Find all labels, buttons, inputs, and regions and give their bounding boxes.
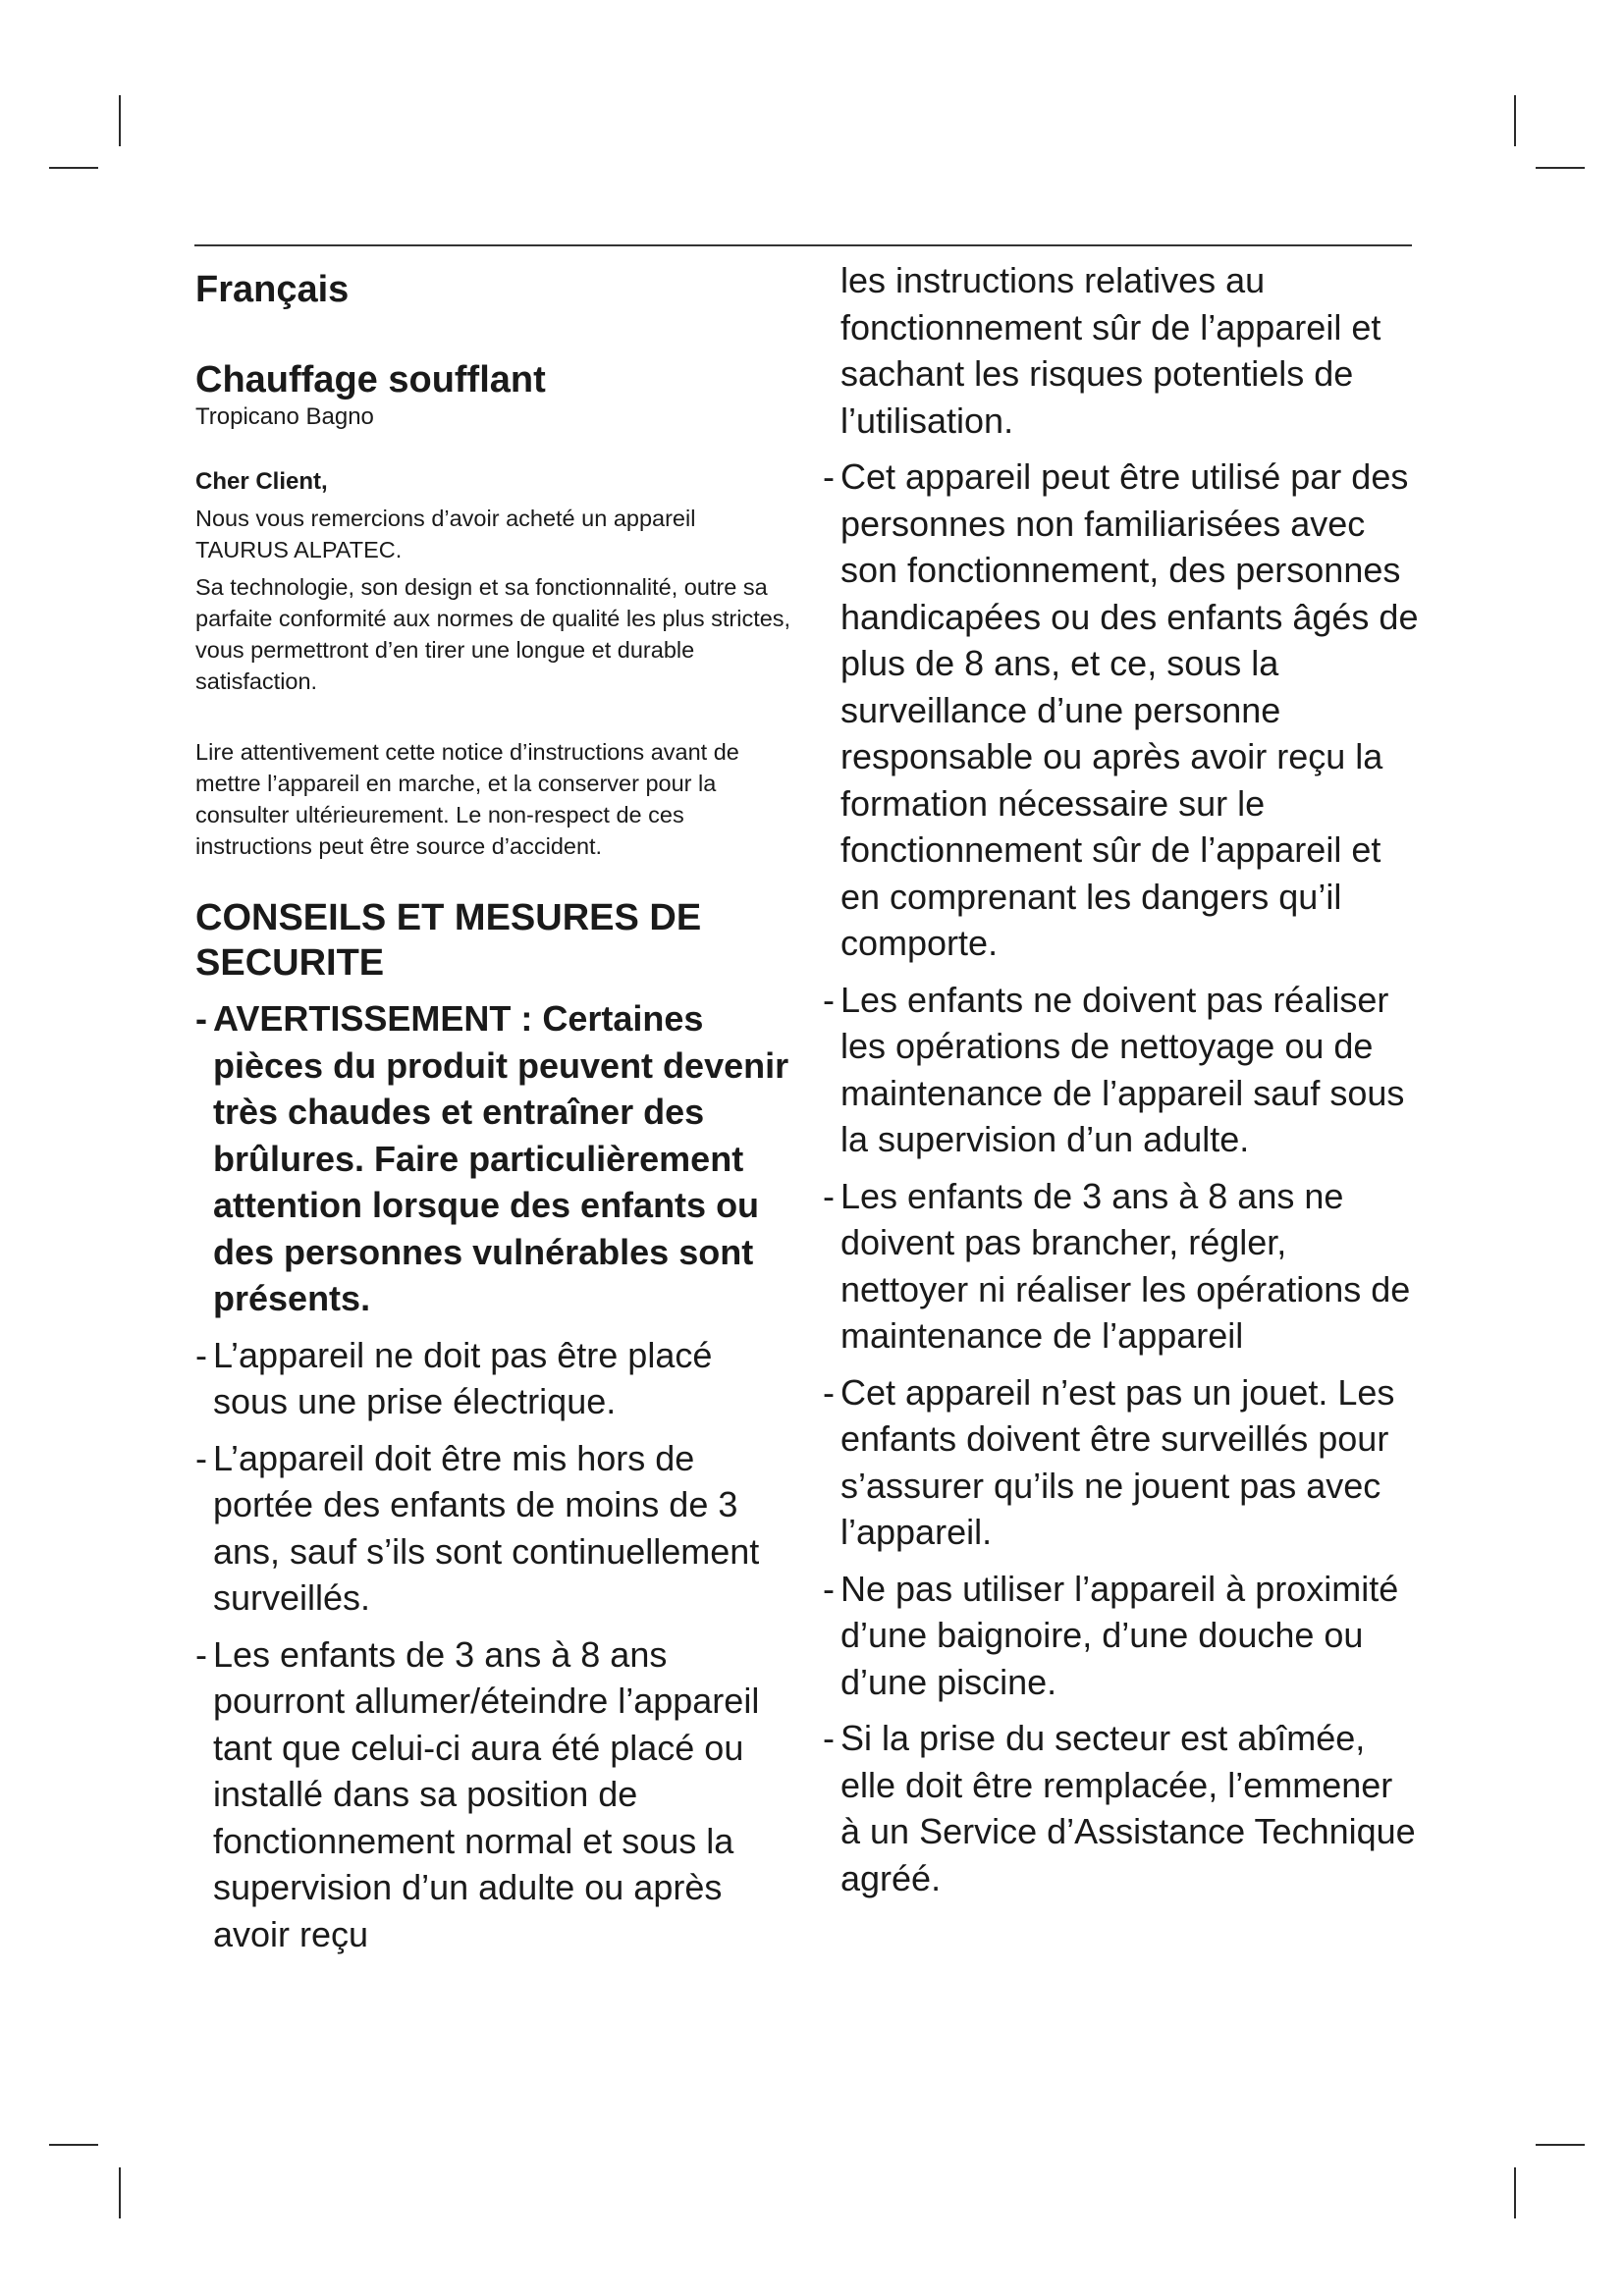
- list-dash: -: [195, 998, 207, 1039]
- list-item: [823, 1715, 1422, 1901]
- right-column: [823, 257, 1422, 1911]
- header-rule: [194, 244, 1412, 246]
- list-dash: -: [823, 1718, 835, 1758]
- reading-notice: Lire attentivement cette notice d’instructions avant de mettre l’appareil en marche, et la conserver pour la consulter ultérieurement. Le non-respect de ces instructions peut être source d’accident.: [195, 739, 739, 859]
- list-item-text: L’appareil doit être mis hors de portée des enfants de moins de 3 ans, sauf s’ils sont continuellement surveillés.: [213, 1437, 760, 1618]
- list-item: [823, 977, 1422, 1163]
- intro-paragraph: Sa technologie, son design et sa fonctionnalité, outre sa parfaite conformité aux normes de qualité les plus strictes, vous permettront d’en tirer une longue et durable satisfaction.: [195, 574, 791, 694]
- crop-mark-bottom-right-vertical: [1514, 2167, 1516, 2218]
- list-item-text: Les enfants ne doivent pas réaliser les opérations de nettoyage ou de maintenance de l’appareil sauf sous la supervision d’un adulte.: [840, 979, 1405, 1159]
- intro-paragraph: Nous vous remercions d’avoir acheté un appareil TAURUS ALPATEC.: [195, 506, 696, 562]
- list-item-text: Cet appareil n’est pas un jouet. Les enfants doivent être surveillés pour s’assurer qu’ils ne jouent pas avec l’appareil.: [840, 1371, 1395, 1552]
- list-item-text: Si la prise du secteur est abîmée, elle doit être remplacée, l’emmener à un Service d’Assistance Technique agréé.: [840, 1718, 1416, 1898]
- list-item: [195, 1631, 794, 1958]
- crop-mark-top-right-vertical: [1514, 95, 1516, 146]
- list-item-text: Ne pas utiliser l’appareil à proximité d’une baignoire, d’une douche ou d’une piscine.: [840, 1568, 1399, 1702]
- list-dash: -: [195, 1437, 207, 1478]
- crop-mark-top-left-horizontal: [49, 167, 98, 169]
- list-item-continuation: les instructions relatives au fonctionnement sûr de l’appareil et sachant les risques potentiels de l’utilisation.: [840, 260, 1381, 441]
- product-model: Tropicano Bagno: [195, 403, 374, 430]
- crop-mark-top-left-vertical: [119, 95, 121, 146]
- list-item: [823, 454, 1422, 967]
- crop-mark-bottom-left-horizontal: [49, 2144, 98, 2146]
- language-heading: Français: [195, 269, 350, 310]
- list-item: [823, 1369, 1422, 1556]
- list-item: [195, 1435, 794, 1622]
- crop-mark-bottom-left-vertical: [119, 2167, 121, 2218]
- list-item: [823, 1173, 1422, 1360]
- list-dash: -: [195, 1633, 207, 1675]
- list-dash: -: [823, 1371, 835, 1413]
- list-item-text: L’appareil ne doit pas être placé sous une prise électrique.: [213, 1334, 713, 1421]
- list-item-text: Les enfants de 3 ans à 8 ans ne doivent pas brancher, régler, nettoyer ni réaliser les opérations de maintenance de l’appareil: [840, 1175, 1411, 1356]
- crop-mark-bottom-right-horizontal: [1536, 2144, 1585, 2146]
- left-column: [195, 257, 794, 1967]
- warning-text: AVERTISSEMENT : Certaines pièces du produit peuvent devenir très chaudes et entraîner des brûlures. Faire particulièrement attention lorsque des enfants ou des personnes vulnérables sont présents.: [213, 998, 789, 1318]
- list-item-text: Les enfants de 3 ans à 8 ans pourront allumer/éteindre l’appareil tant que celui-ci aura été placé ou installé dans sa position de fonctionnement normal et sous la supervision d’un adulte ou après avoir reçu: [213, 1633, 760, 1954]
- list-dash: -: [823, 1175, 835, 1216]
- list-dash: -: [195, 1334, 207, 1375]
- crop-mark-top-right-horizontal: [1536, 167, 1585, 169]
- product-title: Chauffage soufflant: [195, 359, 546, 400]
- list-dash: -: [823, 1568, 835, 1609]
- warning-item: [195, 995, 794, 1322]
- list-item-text: Cet appareil peut être utilisé par des personnes non familiarisées avec son fonctionnement, des personnes handicapées ou des enfants âgés de plus de 8 ans, et ce, sous la surveillance d’une personne responsable ou après avoir reçu la formation nécessaire sur le fonctionnement sûr de l’appareil et en comprenant les dangers qu’il comporte.: [840, 456, 1419, 963]
- list-item: [823, 1566, 1422, 1706]
- greeting: Cher Client,: [195, 468, 328, 495]
- safety-section-heading: CONSEILS ET MESURES DE SECURITE: [195, 897, 702, 984]
- list-dash: -: [823, 456, 835, 497]
- list-dash: -: [823, 979, 835, 1020]
- list-item: [195, 1332, 794, 1425]
